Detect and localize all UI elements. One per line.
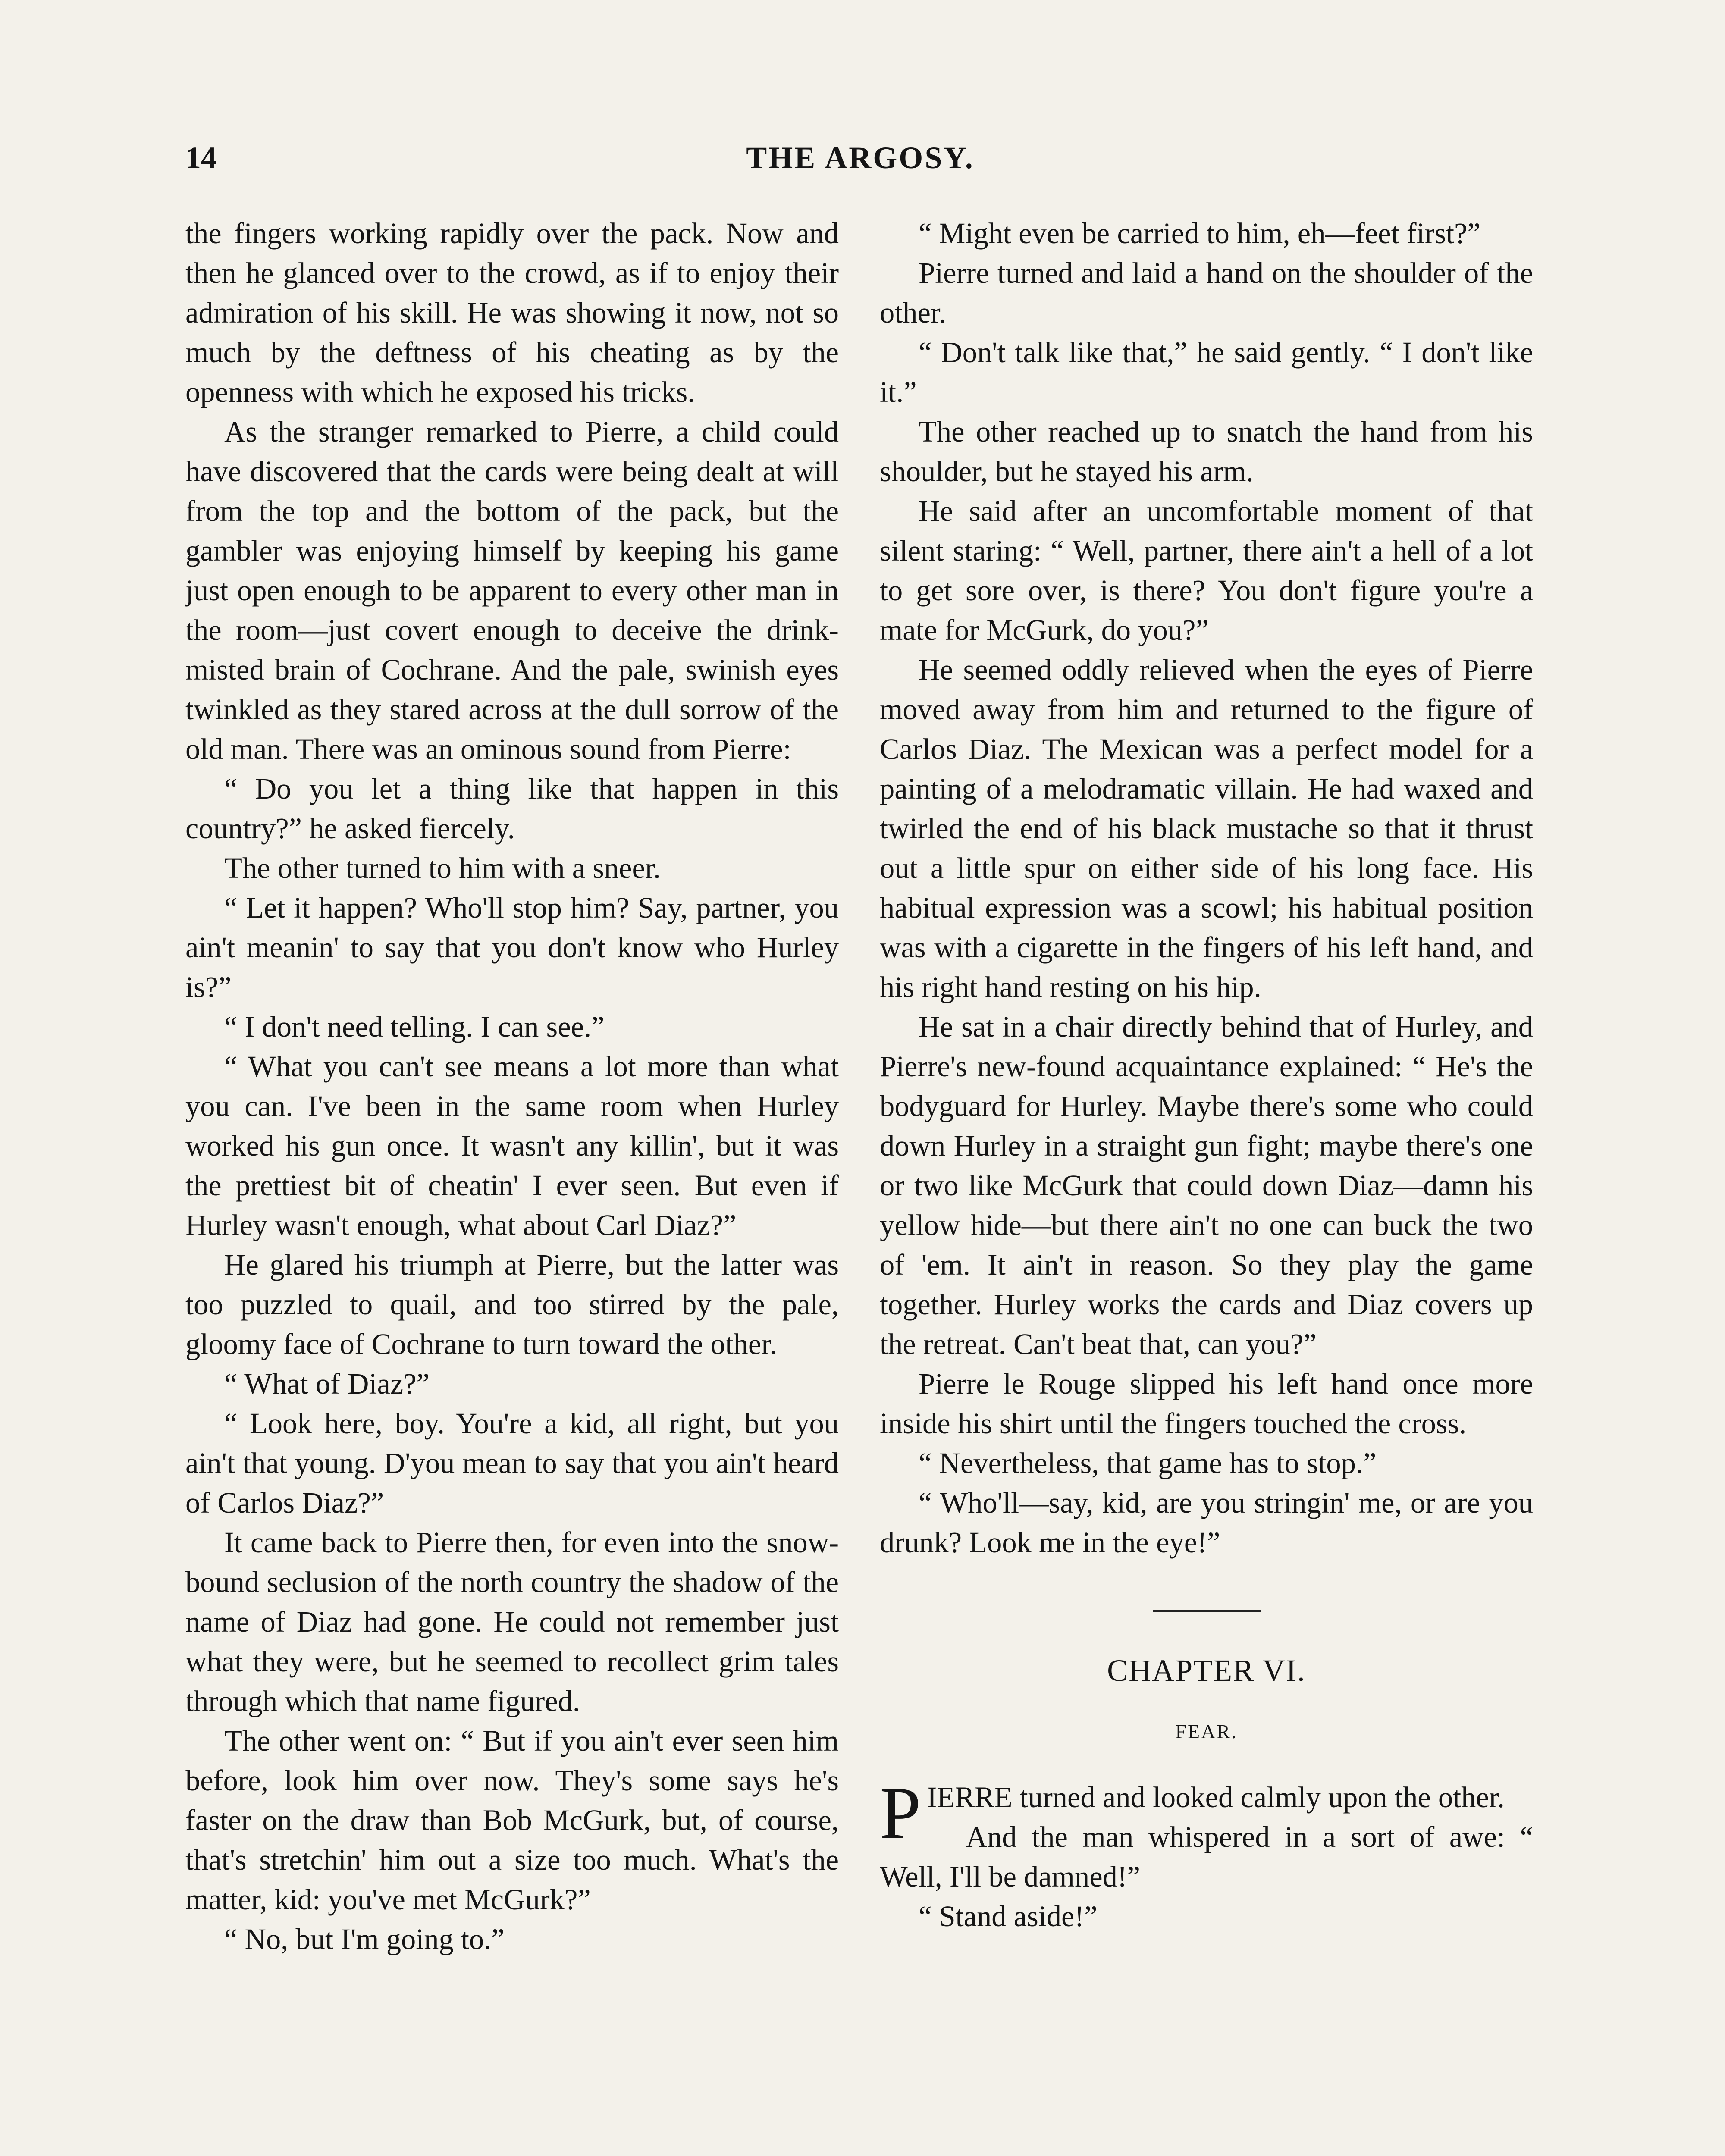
paragraph: The other turned to him with a sneer.: [224, 852, 661, 884]
chapter-opening-paragraph: [880, 1772, 1533, 1854]
drop-cap: P: [880, 1772, 921, 1854]
paragraph: “ Let it happen? Who'll stop him? Say, partner, you ain't meanin' to say that you don't know who Hurley is?”: [185, 891, 839, 1003]
paragraph: Pierre turned and laid a hand on the shoulder of the other.: [880, 257, 1533, 329]
paragraph: He sat in a chair directly behind that of Hurley, and Pierre's new-found acquaintance explained: “ He's the bodyguard for Hurley. Maybe there's some who could down Hurley in a straight gun fight; maybe there's one or two like McGurk that could down Diaz—damn his yellow hide—but there ain't no one can buck the two of 'em. It ain't in reason. So they play the game together. Hurley works the cards and Diaz covers up the retreat. Can't beat that, can you?”: [880, 1010, 1533, 1360]
paragraph: “ What of Diaz?”: [224, 1367, 430, 1400]
paragraph: the fingers working rapidly over the pack. Now and then he glanced over to the crowd, as if to enjoy their admiration of his skill. He was showing it now, not so much by the deftness of his cheating as by the openness with which he exposed his tricks.: [185, 217, 839, 408]
paragraph: “ Who'll—say, kid, are you stringin' me, or are you drunk? Look me in the eye!”: [880, 1486, 1533, 1559]
paragraph: The other went on: “ But if you ain't ever seen him before, look him over now. They's some says he's faster on the draw than Bob McGurk, but, of course, that's stretchin' him out a size too much. What's the matter, kid: you've met McGurk?”: [185, 1724, 839, 1916]
paragraph: “ Do you let a thing like that happen in this country?” he asked fiercely.: [185, 772, 839, 845]
paragraph: “ I don't need telling. I can see.”: [224, 1010, 605, 1043]
paragraph: He said after an uncomfortable moment of that silent staring: “ Well, partner, there ain't a hell of a lot to get sore over, is there? You don't figure you're a mate for McGurk, do you?”: [880, 495, 1533, 646]
paragraph: As the stranger remarked to Pierre, a child could have discovered that the cards were being dealt at will from the top and the bottom of the pack, but the gambler was enjoying himself by keeping his game just open enough to be apparent to every other man in the room—just covert enough to deceive the drink-misted brain of Cochrane. And the pale, swinish eyes twinkled as they stared across at the dull sorrow of the old man. There was an ominous sound from Pierre:: [185, 415, 839, 765]
paragraph: “ Don't talk like that,” he said gently. “ I don't like it.”: [880, 336, 1533, 408]
paragraph: “ Stand aside!”: [919, 1900, 1098, 1933]
paragraph: “ Might even be carried to him, eh—feet first?”: [919, 217, 1480, 250]
paragraph: It came back to Pierre then, for even into the snow-bound seclusion of the north country the shadow of the name of Diaz had gone. He could not remember just what they were, but he seemed to recollect grim tales through which that name figured.: [185, 1526, 839, 1717]
paragraph: “ No, but I'm going to.”: [224, 1923, 505, 1955]
left-column: [185, 213, 839, 1959]
chapter-title: CHAPTER VI.: [1107, 1653, 1306, 1688]
paragraph: And the man whispered in a sort of awe: “ Well, I'll be damned!”: [880, 1821, 1533, 1893]
running-head: [185, 142, 1535, 190]
paragraph: “ What you can't see means a lot more than what you can. I've been in the same room when Hurley worked his gun once. It wasn't any killin', but it was the prettiest bit of cheatin' I ever seen. But even if Hurley wasn't enough, what about Carl Diaz?”: [185, 1050, 839, 1241]
magazine-title: THE ARGOSY.: [746, 141, 975, 175]
paragraph: The other reached up to snatch the hand from his shoulder, but he stayed his arm.: [880, 415, 1533, 488]
paragraph: He glared his triumph at Pierre, but the latter was too puzzled to quail, and too stirred by the pale, gloomy face of Cochrane to turn toward the other.: [185, 1248, 839, 1360]
chapter-subtitle: FEAR.: [1175, 1720, 1238, 1742]
paragraph: Pierre le Rouge slipped his left hand once more inside his shirt until the fingers touched the cross.: [880, 1367, 1533, 1440]
paragraph: He seemed oddly relieved when the eyes of Pierre moved away from him and returned to the figure of Carlos Diaz. The Mexican was a perfect model for a painting of a melodramatic villain. He had waxed and twirled the end of his black mustache so that it thrust out a little spur on either side of his long face. His habitual expression was a scowl; his habitual position was with a cigarette in the fingers of his left hand, and his right hand resting on his hip.: [880, 653, 1533, 1003]
paragraph: “ Look here, boy. You're a kid, all right, but you ain't that young. D'you mean to say that you ain't heard of Carlos Diaz?”: [185, 1407, 839, 1519]
chapter-divider: [1153, 1610, 1261, 1612]
opening-text: IERRE turned and looked calmly upon the other.: [927, 1781, 1505, 1814]
paragraph: “ Nevertheless, that game has to stop.”: [919, 1447, 1377, 1479]
page-number: 14: [185, 141, 216, 175]
right-column: [880, 213, 1533, 1936]
